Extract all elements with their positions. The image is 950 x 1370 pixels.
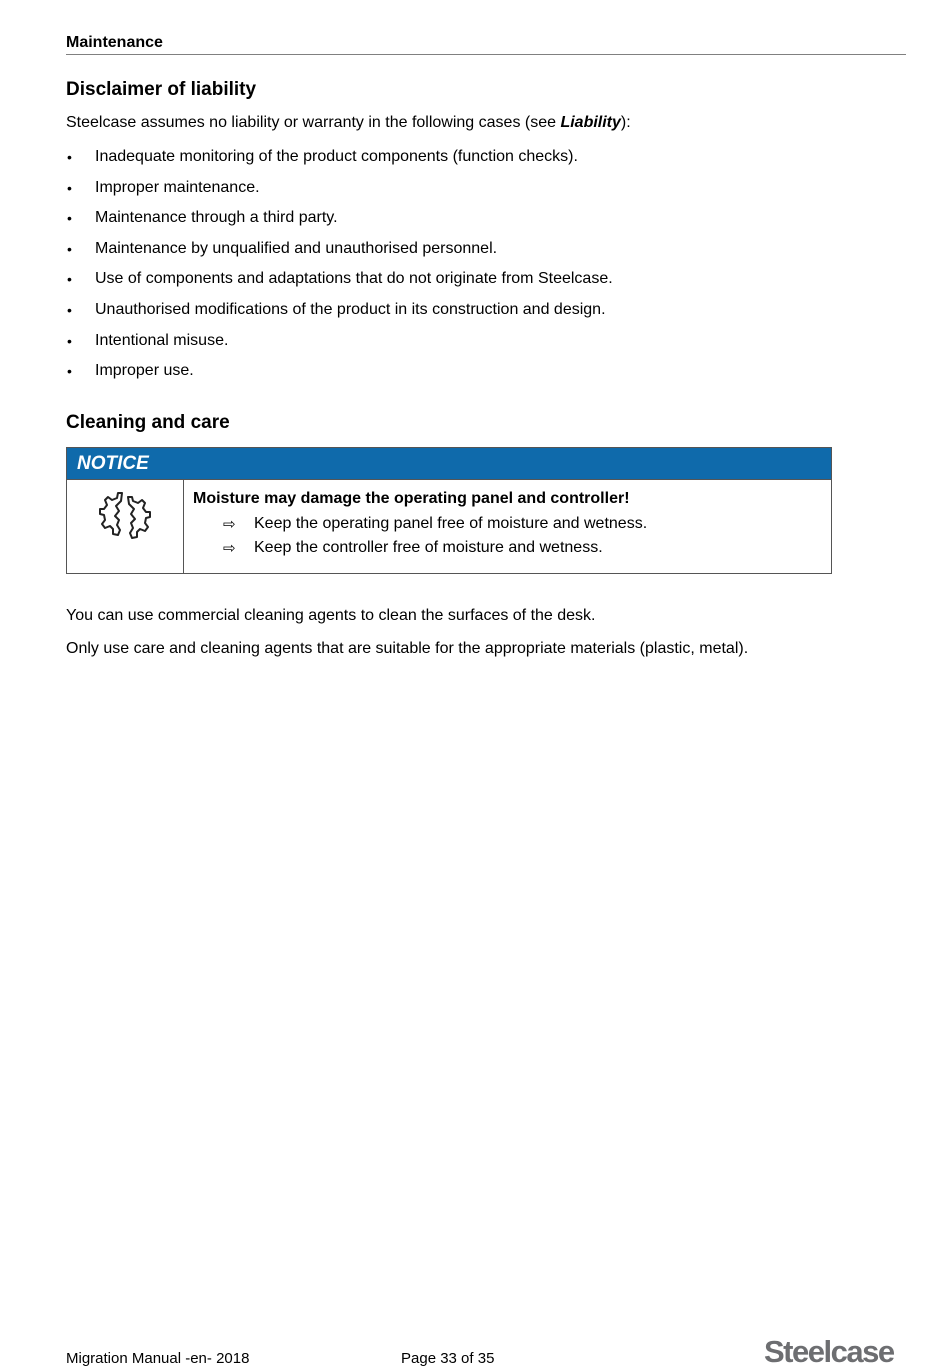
list-item [66, 299, 613, 330]
bullet-icon: • [67, 271, 72, 288]
steelcase-logo: Steelcase [764, 1334, 894, 1369]
list-item [66, 146, 613, 177]
arrow-right-icon: ⇨ [223, 516, 236, 533]
bullet-icon: • [67, 149, 72, 165]
list-item-text: Intentional misuse. [95, 331, 229, 349]
disclaimer-intro-prefix: Steelcase assumes no liability or warranty in the following cases (see [66, 114, 561, 131]
list-item-text: Use of components and adaptations that do not originate from Steelcase. [95, 270, 613, 288]
list-item-text: Unauthorised modifications of the product in its construction and design. [95, 300, 606, 318]
bullet-icon: • [67, 210, 72, 227]
bullet-icon: • [67, 363, 72, 380]
disclaimer-list [66, 146, 613, 391]
liability-reference-link[interactable]: Liability [560, 114, 621, 131]
disclaimer-heading: Disclaimer of liability [66, 79, 257, 100]
bullet-icon: • [67, 179, 72, 196]
disclaimer-intro-suffix: ): [620, 114, 631, 131]
notice-icon-cell [67, 480, 184, 574]
list-item [66, 207, 613, 238]
arrow-right-icon: ⇨ [223, 540, 236, 557]
notice-label: NOTICE [67, 448, 831, 480]
notice-step [193, 539, 647, 563]
notice-box [66, 447, 832, 574]
list-item [66, 360, 613, 391]
list-item-text: Inadequate monitoring of the product components (function checks). [95, 148, 578, 165]
footer-manual-title: Migration Manual -en- 2018 [66, 1350, 250, 1367]
cleaning-paragraph: Only use care and cleaning agents that are suitable for the appropriate materials (plastic, metal). [66, 640, 749, 657]
bullet-icon: • [67, 301, 72, 318]
list-item-text: Improper use. [95, 362, 194, 380]
notice-title: Moisture may damage the operating panel and controller! [193, 490, 630, 507]
notice-step [193, 515, 647, 539]
notice-step-text: Keep the controller free of moisture and wetness. [254, 539, 603, 556]
list-item-text: Improper maintenance. [95, 178, 260, 196]
notice-step-text: Keep the operating panel free of moisture and wetness. [254, 515, 648, 532]
list-item-text: Maintenance by unqualified and unauthorised personnel. [95, 239, 498, 257]
notice-content [193, 490, 647, 563]
notice-body [67, 480, 831, 574]
list-item [66, 177, 613, 208]
bullet-icon: • [67, 332, 72, 349]
disclaimer-intro [66, 114, 631, 132]
list-item [66, 268, 613, 299]
bullet-icon: • [67, 240, 72, 257]
cleaning-paragraph: You can use commercial cleaning agents to clean the surfaces of the desk. [66, 607, 596, 624]
list-item [66, 330, 613, 361]
cleaning-heading: Cleaning and care [66, 412, 230, 433]
running-header: Maintenance [66, 34, 906, 55]
footer-page-number: Page 33 of 35 [401, 1350, 495, 1367]
list-item-text: Maintenance through a third party. [95, 209, 338, 227]
list-item [66, 238, 613, 269]
